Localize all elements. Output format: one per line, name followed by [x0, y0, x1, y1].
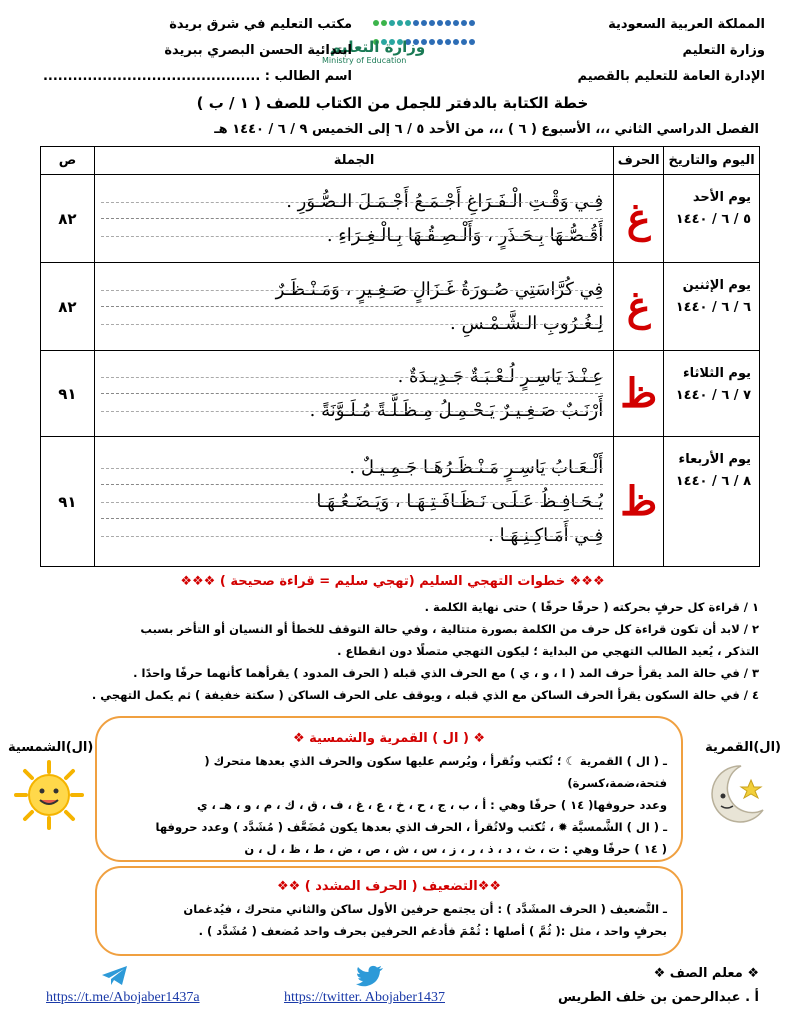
- header-right: [525, 12, 765, 90]
- row-page: ٨٢: [41, 175, 95, 263]
- teacher-name: أ . عبدالرحمن بن خلف الطريس: [557, 990, 759, 1005]
- telegram-icon[interactable]: [100, 965, 130, 987]
- row-letter: ظ: [614, 351, 664, 437]
- sun-icon: [14, 760, 84, 830]
- row-letter: غ: [614, 175, 664, 263]
- sentence-line: عِـنْـدَ يَاسِـرٍ لُـعْـبَـةٌ جَـدِيـدَةٌ .: [101, 360, 603, 394]
- header-letter: الحرف: [614, 147, 664, 175]
- table-row: [41, 175, 760, 263]
- step-item: ٢ / لابد أن تكون قراءة كل حرف من الكلمة بصورة متتالية ، وفي حالة التوقف للخطأ أو النسيان أو التأخر بسبب: [140, 622, 759, 636]
- shamsiya-label: (ال)الشمسية: [8, 740, 94, 755]
- twitter-link[interactable]: https://twitter. Abojaber1437: [284, 990, 445, 1005]
- sentence-line: فِي كُرَّاسَتِي صُـورَةُ غَـزَالٍ صَـغِـيرٍ ، وَمَـنْـظَـرٌ: [101, 273, 603, 307]
- row-day: يوم الثلاثاء: [682, 366, 751, 381]
- header-day: اليوم والتاريخ: [664, 147, 760, 175]
- box2-title: ❖❖التضعيف ( الحرف المشدد ) ❖❖: [276, 879, 502, 894]
- header-directorate: الإدارة العامة للتعليم بالقصيم: [577, 69, 765, 84]
- writing-plan-table: [40, 146, 760, 567]
- page-title: خطة الكتابة بالدفتر للجمل من الكتاب للصف ( ١ / ب ): [196, 94, 589, 112]
- box1-line: ( ١٤ ) حرفًا وهي : ت ، ث ، د ، ذ ، ر ، ز ، س ، ش ، ص ، ض ، ط ، ظ ، ل ، ن: [244, 842, 667, 856]
- twitter-icon[interactable]: [355, 965, 385, 987]
- steps-title: ❖❖❖ خطوات التهجي السليم (تهجي سليم = قراءة صحيحة ) ❖❖❖: [180, 574, 605, 589]
- row-date: ٨ / ٦ / ١٤٤٠: [675, 474, 751, 489]
- sentence-line: أَقُـصُّـهَا بِـحَـذَرٍ ، وَأَلْـصِـقُـهَا بِـالْـغِـرَاءِ .: [101, 219, 603, 253]
- header-country: المملكة العربية السعودية: [608, 17, 765, 32]
- header-ministry: وزارة التعليم: [682, 43, 765, 58]
- row-page: ٩١: [41, 351, 95, 437]
- box1-line: ـ ( ال ) القمرية ☾ ؛ تُكتب وتُقرأ ، ويُرسم عليها سكون والحرف الذي بعدها متحرك ( فتحة،ضمة،كسرة): [204, 754, 667, 790]
- row-date: ٦ / ٦ / ١٤٤٠: [675, 300, 751, 315]
- box1-line: ـ ( ال ) الشَّمسيَّة ✹ ، تُكتب ولاتُقرأ ، الحرف الذي بعدها يكون مُضَعَّف ( مُشَدَّد ) وعدد حروفها: [155, 820, 667, 834]
- box2-line: بحرفٍ واحد ، مثل :( ثُمَّ ) أصلها : ثُمْمَ فأدغم الحرفين بحرف واحد مُضعف ( مُشَدَّد ) .: [198, 924, 667, 938]
- sentence-line: فِـي أَمَـاكِـنِـهَـا .: [101, 519, 603, 553]
- tadeef-box: [95, 866, 683, 956]
- header-office: مكتب التعليم في شرق بريدة: [169, 17, 352, 32]
- header-page: ص: [41, 147, 95, 175]
- sentence-line: لِـغُـرُوبِ الـشَّـمْـسِ .: [101, 307, 603, 341]
- semester-line: الفصل الدراسي الثاني ،،، الأسبوع ( ٦ ) ،،، من الأحد ٥ / ٦ إلى الخميس ٩ / ٦ / ١٤٤٠ هـ: [214, 122, 759, 137]
- row-page: ٨٢: [41, 263, 95, 351]
- header-school: ابتدائية الحسن البصري ببريدة: [164, 43, 352, 58]
- step-item: ٣ / في حالة المد يقرأ حرف المد ( ا ، و ، ي ) مع الحرف الذي قبله ( الحرف المدود ) يقرأهما كأنهما حرفًا واحدًا .: [133, 666, 759, 680]
- sentence-line: أَرْنَـبٌ صَـغِـيـرٌ يَـحْـمِـلُ مِـظَـلَّـةً مُـلَـوَّنَةً .: [101, 394, 603, 428]
- box1-line: وعدد حروفها( ١٤ ) حرفًا وهي : أ ، ب ، ج ، ح ، خ ، ع ، غ ، ف ، ق ، ك ، م ، و ، هـ ، ي: [197, 798, 667, 812]
- box2-line: ـ التَّضعيف ( الحرف المشَدَّد ) : أن يجتمع حرفين الأول ساكن والثاني متحرك ، فيُدغمان: [183, 902, 667, 916]
- step-item: ٤ / في حالة السكون يقرأ الحرف الساكن مع الذي قبله ، ويوقف على الحرف الساكن ( سكتة خفيفة ) ثم يكمل التهجي .: [91, 688, 759, 702]
- qamariya-label: (ال)القمرية: [705, 740, 781, 755]
- row-date: ٥ / ٦ / ١٤٤٠: [675, 212, 751, 227]
- box1-title: ❖ ( ال ) القمرية والشمسية ❖: [292, 731, 486, 746]
- sentence-line: فِـي وَقْـتِ الْـفَـرَاغِ أَجْـمَـعُ أَجْـمَـلَ الـصُّـوَرِ .: [101, 185, 603, 219]
- row-day: يوم الأحد: [692, 190, 751, 205]
- row-letter: غ: [614, 263, 664, 351]
- telegram-link[interactable]: https://t.me/Abojaber1437a: [46, 990, 200, 1005]
- row-day: يوم الأربعاء: [678, 452, 751, 467]
- row-letter: ظ: [614, 437, 664, 567]
- table-row: [41, 263, 760, 351]
- row-date: ٧ / ٦ / ١٤٤٠: [675, 388, 751, 403]
- row-page: ٩١: [41, 437, 95, 567]
- logo-text-arabic: وزارة التعليم: [330, 38, 426, 56]
- table-row: [41, 437, 760, 567]
- header-left: [22, 12, 352, 90]
- table-row: [41, 351, 760, 437]
- row-day: يوم الإثنين: [682, 278, 751, 293]
- teacher-label: ❖ معلم الصف ❖: [653, 966, 759, 981]
- sentence-line: يُـحَـافِـظُ عَـلَـى نَـظَـافَـتِـهَـا ، وَيَـضَـعُـهَـا: [101, 485, 603, 519]
- qamariya-shamsiya-box: [95, 716, 683, 862]
- steps-list: [19, 596, 759, 706]
- student-name-field[interactable]: اسم الطالب : ............................................: [42, 69, 352, 84]
- logo-text-english: Ministry of Education: [322, 56, 407, 65]
- sentence-line: أَلْـعَـابُ يَاسِـرٍ مَـنْـظَـرُهَـا جَـمِـيـلٌ .: [101, 451, 603, 485]
- step-item: التذكر ، يُعيد الطالب التهجي من البداية ؛ ليكون التهجي متصلًا دون انقطاع .: [337, 644, 759, 658]
- crescent-moon-icon: [701, 760, 771, 830]
- step-item: ١ / قراءة كل حرفٍ بحركته ( حرفًا حرفًا ) حتى نهاية الكلمة .: [424, 600, 759, 614]
- header-sentence: الجملة: [94, 147, 613, 175]
